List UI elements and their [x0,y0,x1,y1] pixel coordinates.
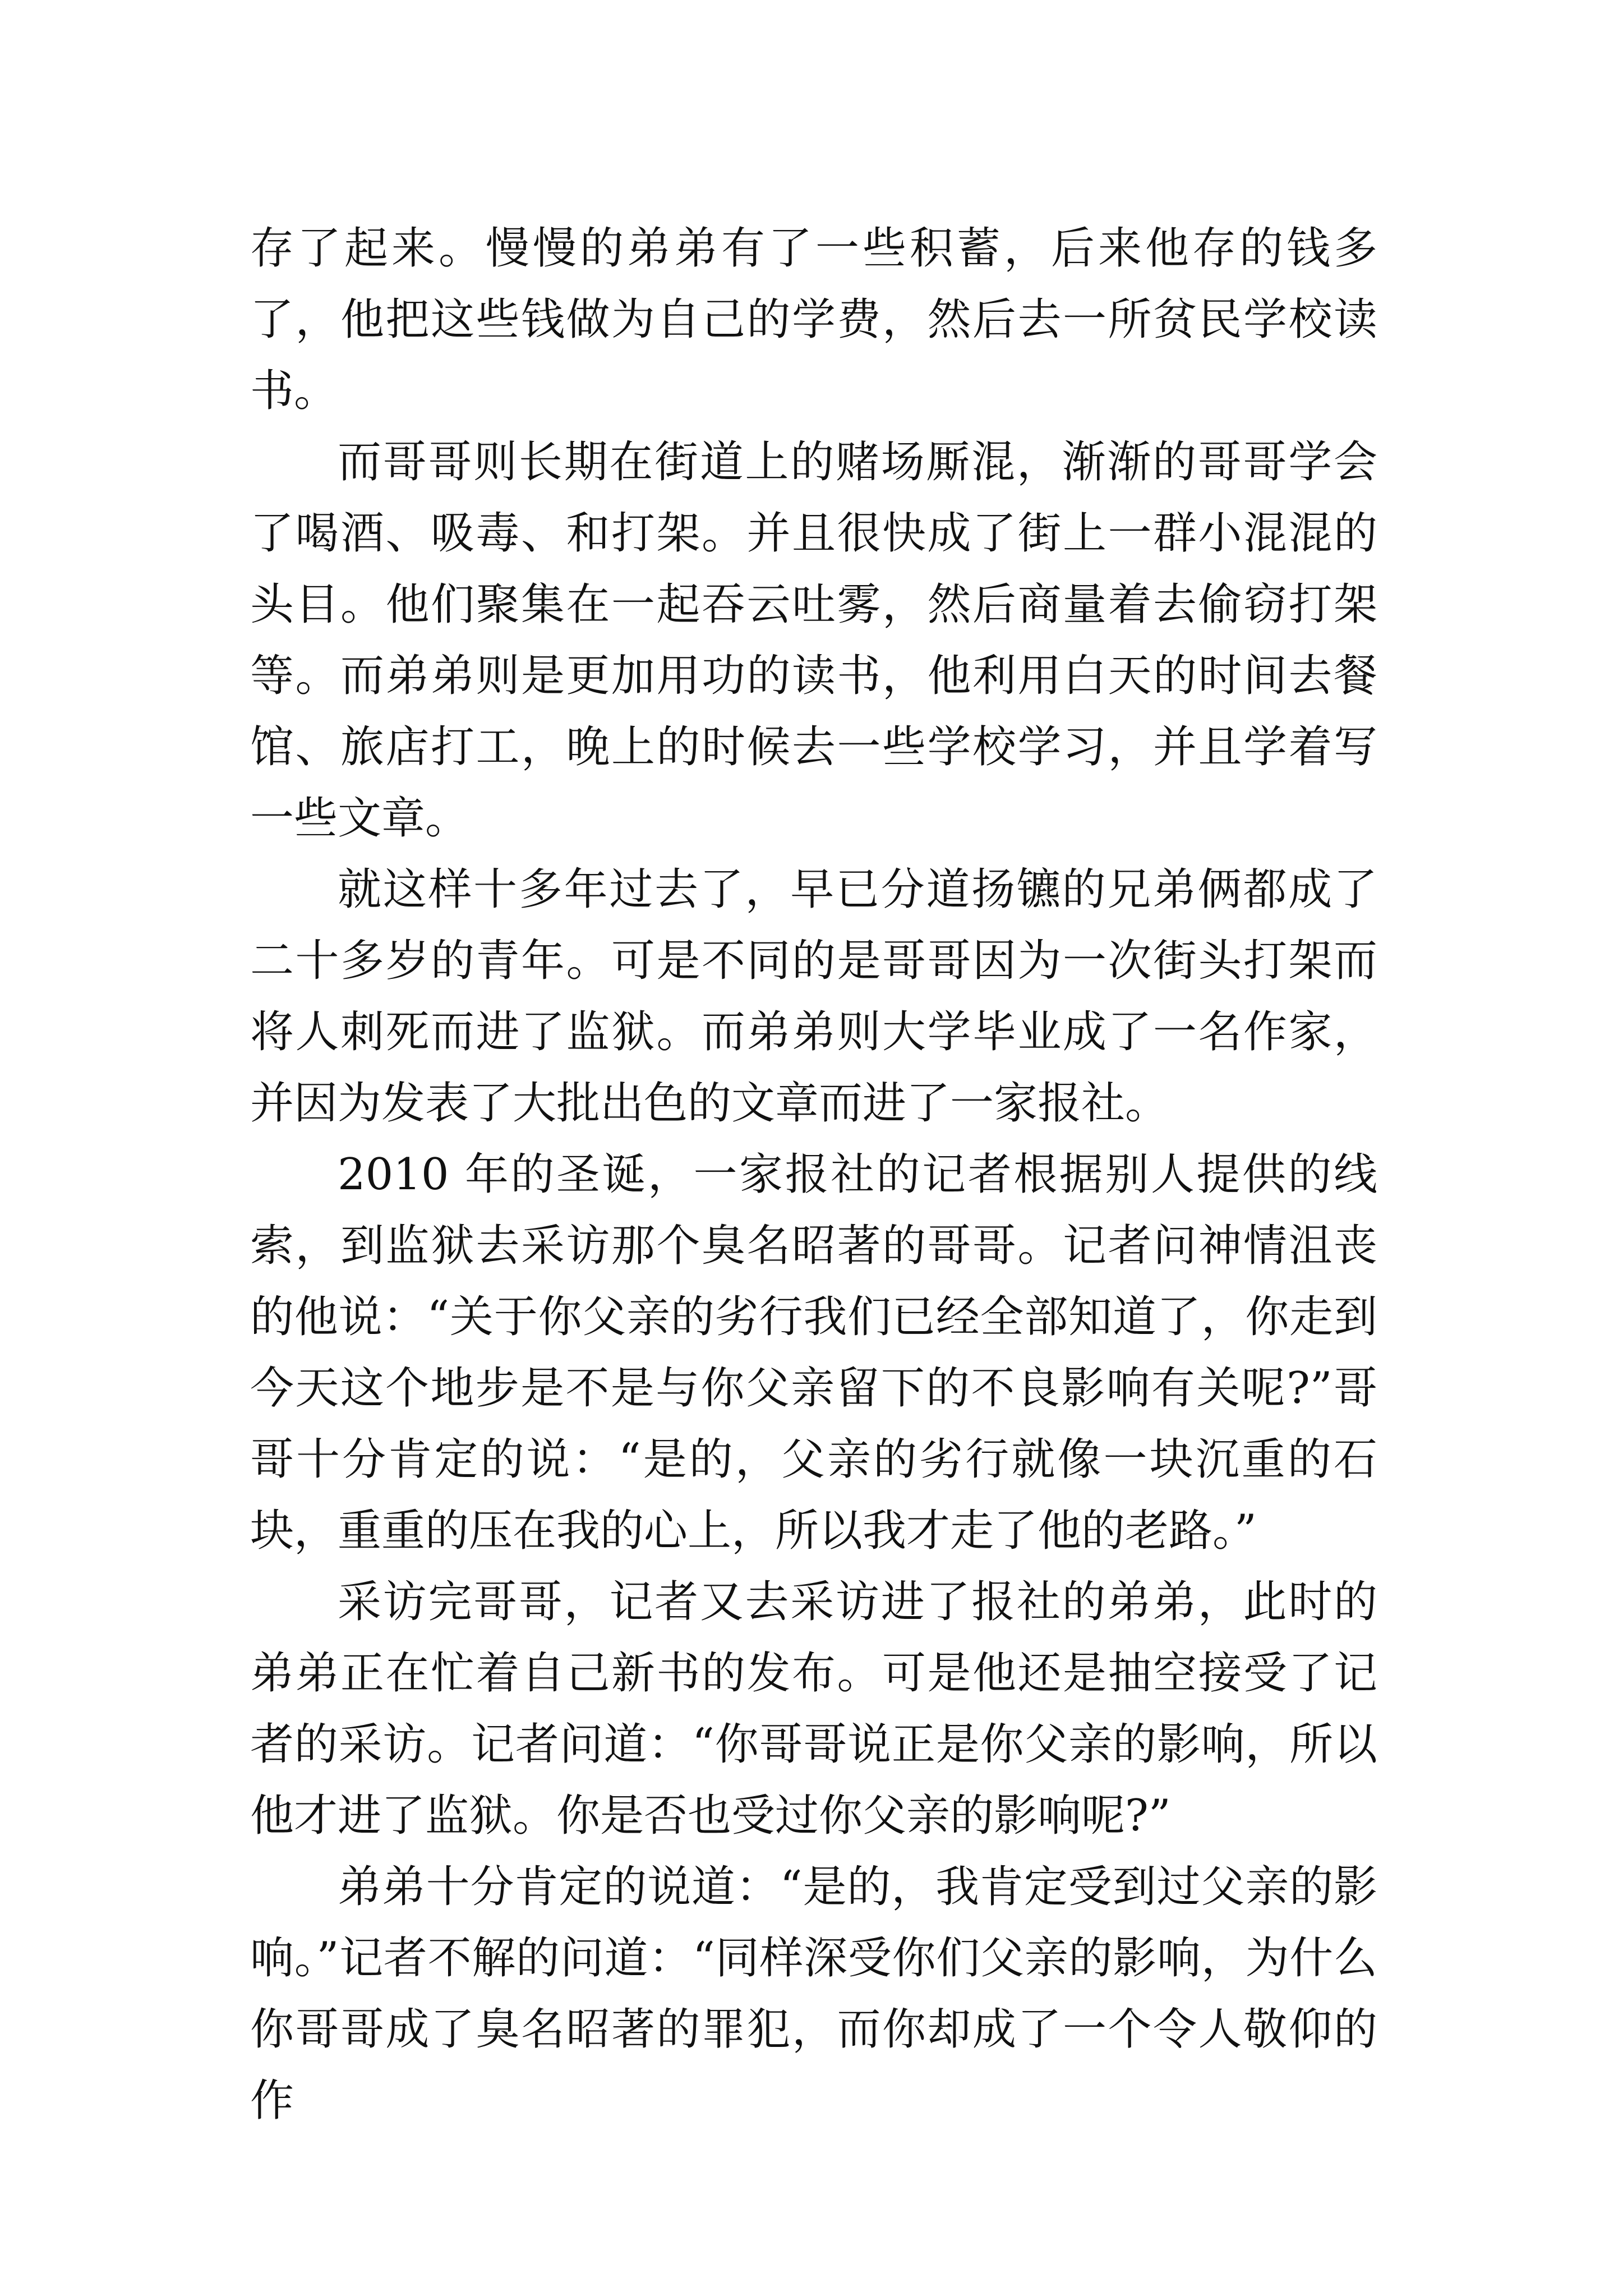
paragraph-1: 存了起来。慢慢的弟弟有了一些积蓄，后来他存的钱多了，他把这些钱做为自己的学费，然后去一所贫民学校读书。 [250,223,1377,416]
paragraph-5: 采访完哥哥，记者又去采访进了报社的弟弟，此时的弟弟正在忙着自己新书的发布。可是他还是抽空接受了记者的采访。记者问道：“你哥哥说正是你父亲的影响，所以他才进了监狱。你是否也受过你父亲的影响呢?” [250,1577,1377,1841]
paragraph-4: 2010 年的圣诞，一家报社的记者根据别人提供的线索，到监狱去采访那个臭名昭著的哥哥。记者问神情沮丧的他说：“关于你父亲的劣行我们已经全部知道了，你走到今天这个地步是不是与你父亲留下的不良影响有关呢?”哥哥十分肯定的说：“是的，父亲的劣行就像一块沉重的石块，重重的压在我的心上，所以我才走了他的老路。” [250,1149,1377,1556]
paragraph-6: 弟弟十分肯定的说道：“是的，我肯定受到过父亲的影响。”记者不解的问道：“同样深受你们父亲的影响，为什么你哥哥成了臭名昭著的罪犯，而你却成了一个令人敬仰的作 [250,1862,1377,2126]
document-body [250,213,1377,2137]
paragraph-2: 而哥哥则长期在街道上的赌场厮混，渐渐的哥哥学会了喝酒、吸毒、和打架。并且很快成了街上一群小混混的头目。他们聚集在一起吞云吐雾，然后商量着去偷窃打架等。而弟弟则是更加用功的读书，他利用白天的时间去餐馆、旅店打工，晚上的时候去一些学校学习，并且学着写一些文章。 [250,437,1377,844]
paragraph-3: 就这样十多年过去了，早已分道扬镳的兄弟俩都成了二十多岁的青年。可是不同的是哥哥因为一次街头打架而将人刺死而进了监狱。而弟弟则大学毕业成了一名作家，并因为发表了大批出色的文章而进了一家报社。 [250,864,1377,1129]
